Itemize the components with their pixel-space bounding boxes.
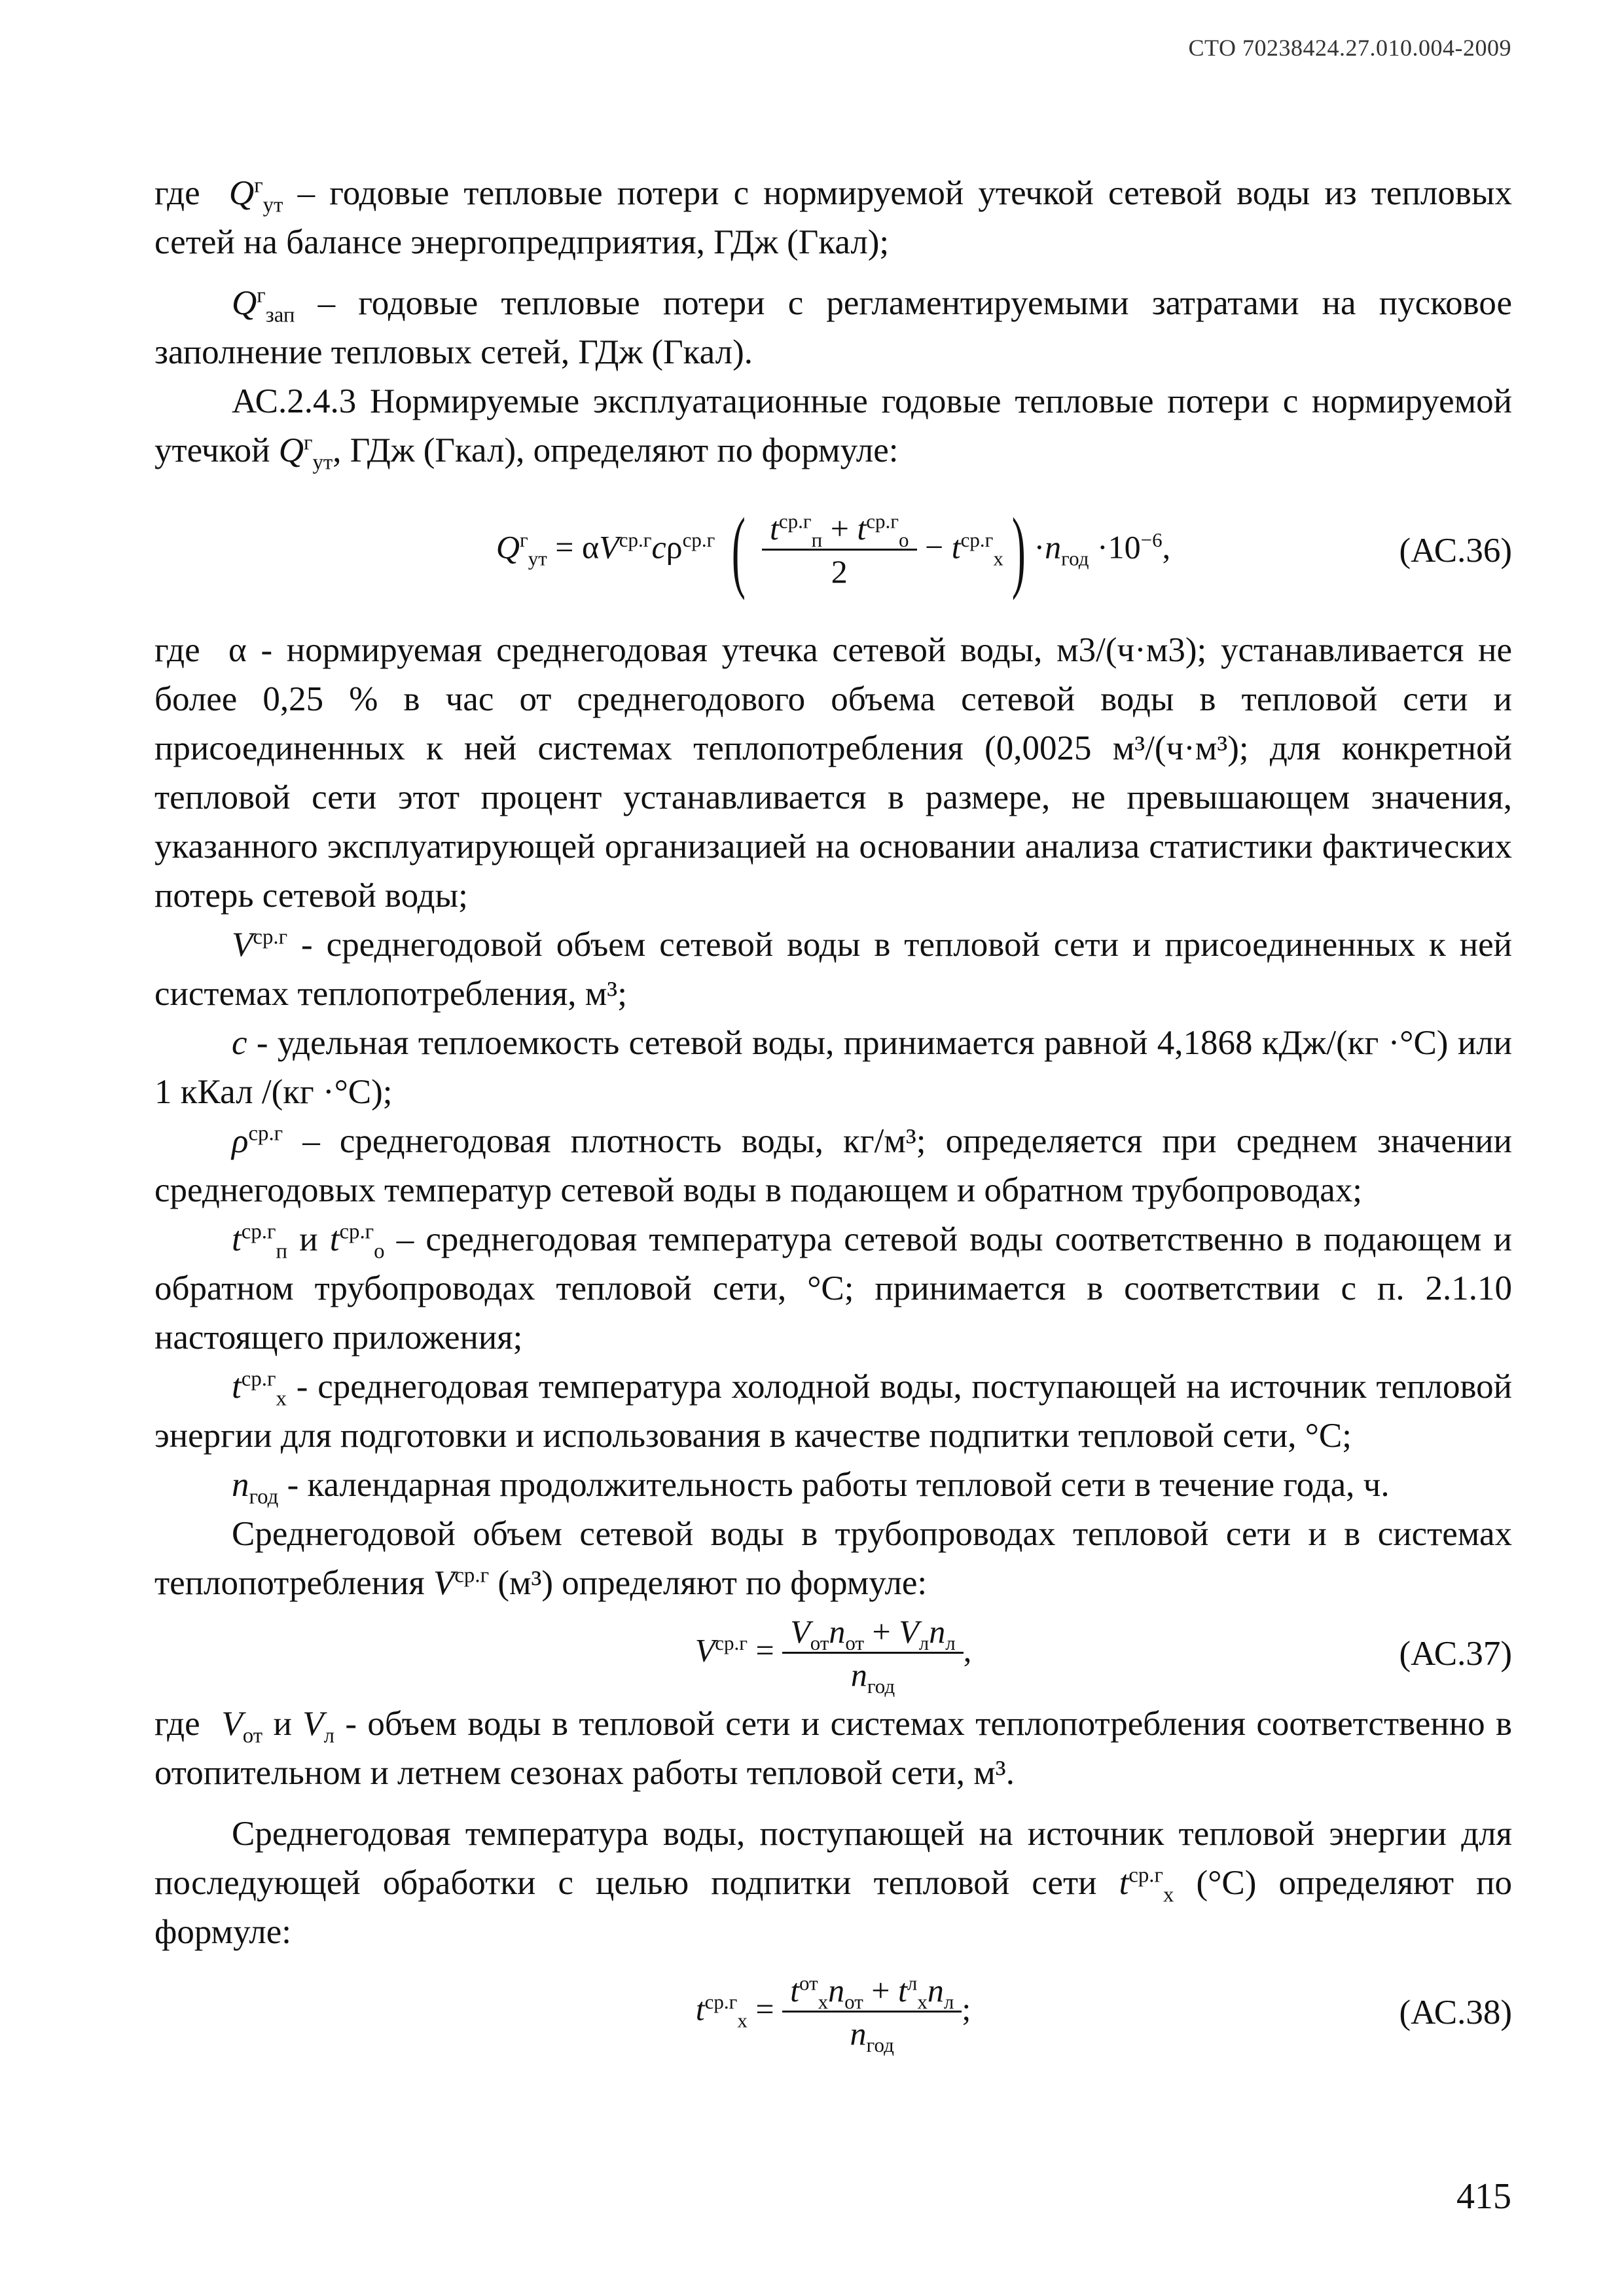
paragraph-q-ut: где $Q^г_{ут}$ – годовые тепловые потери с нормируемой утечкой сетевой воды из тепловых сетей на балансе энергопредприятия, ГДж (Гкал); bbox=[154, 173, 1513, 261]
equation-ac-37: $V^{ср.г}$ = $\frac{V_{от}n_{от} + V_лn_л}{n_{год}}$ , (АС.37) bbox=[695, 1613, 1512, 1698]
document-header: СТО 70238424.27.010.004-2009 bbox=[1188, 35, 1511, 61]
definition-alpha: где α - нормируемая среднегодовая утечка сетевой воды, м3/(ч·м3); устанавливается не более 0,25 % в час от среднегодового объема сетевой воды в тепловой сети и присоединенных к ней системах теплопотребления (0,0025 м³/(ч·м³); для конкретной тепловой сети этот процент устанавливается в размере, не превышающем значения, указанного эксплуатирующей организацией на основании анализа статистики фактических потерь сетевой воды; bbox=[154, 631, 1512, 915]
definition-n-year: $n_{год}$ - календарная продолжительность работы тепловой сети в течение года, ч. bbox=[232, 1466, 1390, 1509]
definition-c: c - удельная теплоемкость сетевой воды, принимается равной 4,1868 кДж/(кг ·°С) или 1 кКал /(кг ·°С); bbox=[154, 1024, 1512, 1111]
document-body bbox=[154, 169, 1512, 2068]
paragraph-volume: Среднегодовой объем сетевой воды в трубопроводах тепловой сети и в системах теплопотребления $V^{ср.г}$ (м³) определяют по формуле: bbox=[154, 1515, 1512, 1602]
equation-ac-36: $Q^г_{ут} = \alpha V^{ср.г}c\rho^{ср.г}$ ( $\frac{t^{ср.г}_п + t^{ср.г}_о}{2}$ − $t^{ср.г}_х) \cdot n_{год} \cdot 10^{-6}$, (АС.36) bbox=[496, 500, 1512, 601]
paragraph-q-zap: $Q^г_{зап}$ – годовые тепловые потери с регламентируемыми затратами на пусковое заполнение тепловых сетей, ГДж (Гкал). bbox=[154, 283, 1512, 371]
definition-t-cold: $t^{ср.г}_х$ - среднегодовая температура холодной воды, поступающей на источник тепловой энергии для подготовки и использования в качестве подпитки тепловой сети, °С; bbox=[154, 1367, 1512, 1455]
paragraph-ac-2-4-3: АС.2.4.3 Нормируемые эксплуатационные годовые тепловые потери с нормируемой утечкой $Q^г_{ут}$, ГДж (Гкал), определяют по формуле: bbox=[154, 382, 1512, 475]
equation-ac-38: $t^{ср.г}_х$ = $\frac{t^{от}_хn_{от} + t^л_хn_л}{n_{год}}$ ; (АС.38) bbox=[695, 1971, 1512, 2057]
definition-v-ot-l: где $V_{от}$ и $V_л$ - объем воды в тепловой сети и системах теплопотребления соответственно в отопительном и летнем сезонах работы тепловой сети, м³. bbox=[154, 1705, 1512, 1792]
definition-t-supply-return: $t^{ср.г}_п$ и $t^{ср.г}_о$ – среднегодовая температура сетевой воды соответственно в подающем и обратном трубопроводах тепловой сети, °С; принимается в соответствии с п. 2.1.10 настоящего приложения; bbox=[154, 1220, 1512, 1357]
paragraph-temperature: Среднегодовая температура воды, поступающей на источник тепловой энергии для последующей обработки с целью подпитки тепловой сети $t^{ср.г}_х$ (°С) определяют по формуле: bbox=[154, 1815, 1512, 1951]
definition-rho: $\rho^{ср.г}$ – среднегодовая плотность воды, кг/м³; определяется при среднем значении среднегодовых температур сетевой воды в подающем и обратном трубопроводах; bbox=[154, 1121, 1512, 1209]
page-number: 415 bbox=[1456, 2176, 1511, 2217]
definition-v: $V^{ср.г}$ - среднегодовой объем сетевой воды в тепловой сети и присоединенных к ней системах теплопотребления, м³; bbox=[154, 925, 1512, 1013]
